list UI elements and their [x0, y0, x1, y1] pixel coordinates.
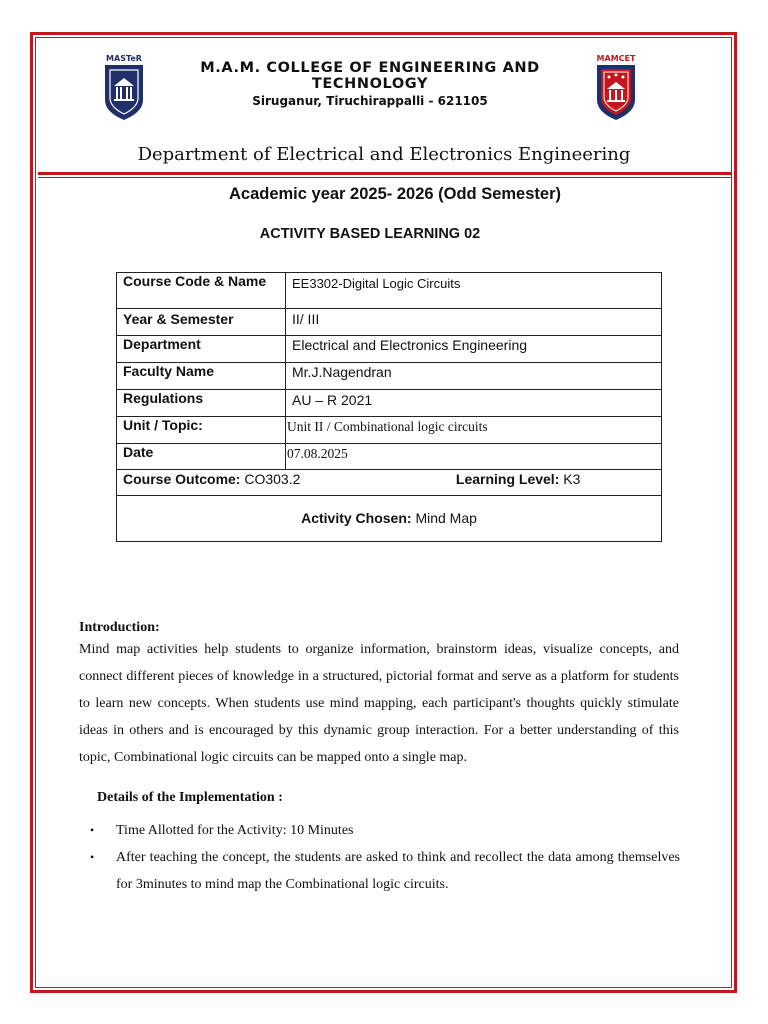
- table-row: [117, 273, 662, 309]
- master-logo-icon: [99, 52, 149, 122]
- academic-year-title: Academic year 2025- 2026 (Odd Semester): [228, 185, 561, 203]
- row-label: Course Code & Name: [117, 273, 286, 309]
- implementation-heading: Details of the Implementation :: [97, 790, 283, 805]
- department-heading: Department of Electrical and Electronics Engineering: [137, 144, 631, 165]
- learning-level-label: Learning Level:: [455, 471, 560, 487]
- course-info-table: [116, 272, 662, 542]
- list-item: [90, 817, 680, 844]
- activity-title: ACTIVITY BASED LEARNING 02: [259, 226, 481, 242]
- table-row: [117, 470, 662, 496]
- table-row: [117, 417, 662, 444]
- row-value: Electrical and Electronics Engineering: [286, 336, 662, 363]
- list-item-text: After teaching the concept, the students are asked to think and recollect the data among themselves for 3minutes to mind map the Combinational logic circuits.: [116, 850, 680, 892]
- implementation-list: [90, 817, 680, 898]
- list-item-text: Time Allotted for the Activity: 10 Minutes: [116, 823, 354, 838]
- row-label: Year & Semester: [117, 309, 286, 336]
- activity-chosen-cell: [117, 496, 662, 542]
- college-address: Siruganur, Tiruchirappalli - 621105: [252, 94, 488, 108]
- row-value: AU – R 2021: [286, 390, 662, 417]
- table-row: [117, 309, 662, 336]
- table-row: [117, 336, 662, 363]
- activity-chosen-label: Activity Chosen:: [301, 510, 412, 526]
- row-label: Department: [117, 336, 286, 363]
- college-name: M.A.M. COLLEGE OF ENGINEERING AND TECHNOLOGY: [200, 60, 540, 92]
- row-value: II/ III: [286, 309, 662, 336]
- bullet-icon: •: [90, 850, 95, 864]
- bullet-icon: •: [90, 823, 95, 837]
- table-row: [117, 363, 662, 390]
- header-divider: [38, 172, 731, 175]
- row-label: Unit / Topic:: [117, 417, 286, 444]
- logo-left-text: MASTeR: [106, 54, 142, 63]
- table-row: [117, 444, 662, 470]
- mamcet-logo-icon: [591, 52, 641, 122]
- row-value: Unit II / Combinational logic circuits: [286, 417, 662, 444]
- row-label: Regulations: [117, 390, 286, 417]
- course-outcome-value: CO303.2: [244, 471, 301, 487]
- logo-right-text: MAMCET: [596, 54, 636, 63]
- list-item: [90, 844, 680, 898]
- row-label: Date: [117, 444, 286, 470]
- row-label: Faculty Name: [117, 363, 286, 390]
- course-outcome-label: Course Outcome:: [123, 471, 241, 487]
- row-value: Mr.J.Nagendran: [286, 363, 662, 390]
- introduction-heading: Introduction:: [79, 620, 160, 635]
- row-value: 07.08.2025: [286, 444, 662, 470]
- row-value: EE3302-Digital Logic Circuits: [286, 273, 662, 309]
- introduction-paragraph: Mind map activities help students to organize information, brainstorm ideas, visualize concepts, and connect different pieces of knowledge in a structured, pictorial format and serve as a platform for students to learn new concepts. When students use mind mapping, each participant's thoughts quickly stimulate ideas in others and is encouraged by this dynamic group interaction. For a better understanding of this topic, Combinational logic circuits can be mapped onto a single map.: [79, 642, 679, 765]
- table-row: [117, 390, 662, 417]
- course-outcome-cell: [117, 470, 662, 496]
- activity-chosen-value: Mind Map: [415, 510, 477, 526]
- table-row: [117, 496, 662, 542]
- header-divider-thin: [38, 177, 731, 178]
- learning-level-value: K3: [563, 471, 581, 487]
